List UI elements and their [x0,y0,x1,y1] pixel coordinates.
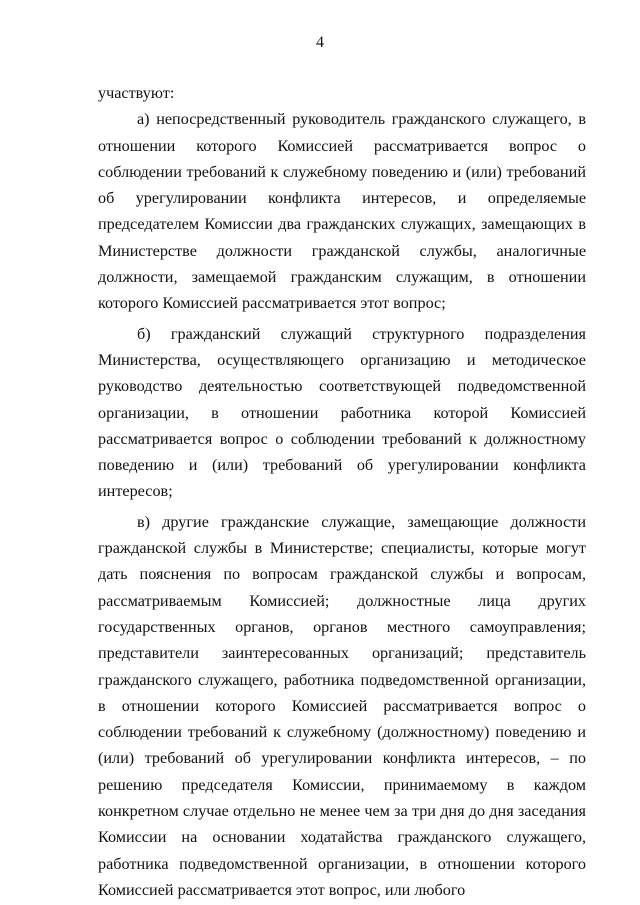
paragraph-item-a: а) непосредственный руководитель гражданского служащего, в отношении которого Комиссией рассматривается вопрос о соблюдении требований к служебному поведению и (или) требований об урегулировании конфликта интересов, и определяемые председателем Комиссии два гражданских служащих, замещающих в Министерстве должности гражданской службы, аналогичные должности, замещаемой гражданским служащим, в отношении которого Комиссией рассматривается этот вопрос; [98,110,586,313]
paragraph-item-v: в) другие гражданские служащие, замещающие должности гражданской службы в Министерстве; специалисты, которые могут дать пояснения по вопросам гражданской службы и вопросам, рассматриваемым Комиссией; должностные лица других государственных органов, органов местного самоуправления; представители заинтересованных организаций; представитель гражданского служащего, работника подведомственной организации, в отношении которого Комиссией рассматривается вопрос о соблюдении требований к служебному (должностному) поведению и (или) требований об урегулировании конфликта интересов, – по решению председателя Комиссии, принимаемому в каждом конкретном случае отдельно не менее чем за три дня до дня заседания Комиссии на основании ходатайства гражданского служащего, работника подведомственной организации, в отношении которого Комиссией рассматривается этот вопрос, или любого [98,512,586,899]
document-body [98,80,586,903]
page-number: 4 [316,34,324,51]
paragraph-intro: участвуют: [98,84,175,102]
paragraph-item-b: б) гражданский служащий структурного подразделения Министерства, осуществляющего организацию и методическое руководство деятельностью соответствующей подведомственной организации, в отношении работника которой Комиссией рассматривается вопрос о соблюдении требований к должностному поведению и (или) требований об урегулировании конфликта интересов; [98,324,586,501]
